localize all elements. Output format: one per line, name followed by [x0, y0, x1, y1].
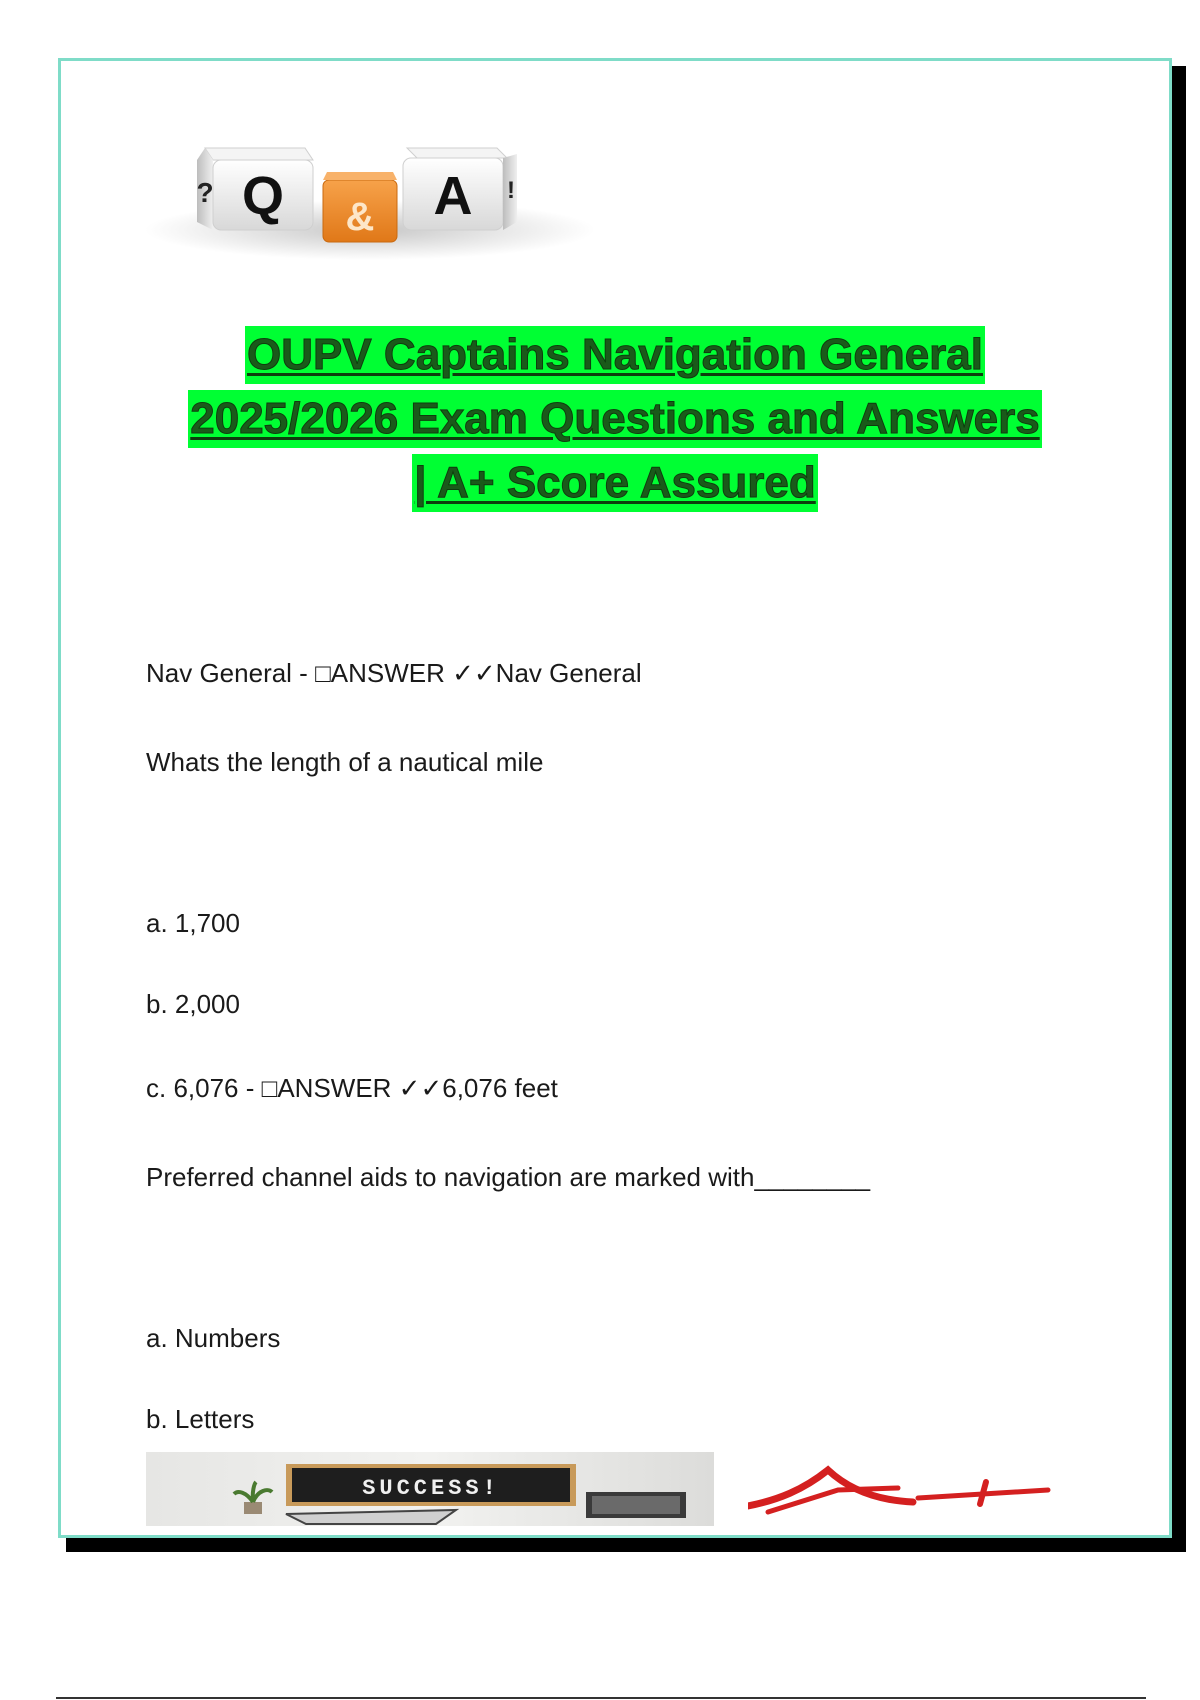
dice-a: [403, 148, 517, 230]
dice-q: [196, 148, 313, 230]
svg-text:?: ?: [196, 177, 214, 208]
question-1: Whats the length of a nautical mile: [146, 747, 544, 777]
title-line-3: | A+ Score Assured: [412, 454, 818, 512]
title-line-2: 2025/2026 Exam Questions and Answers: [188, 390, 1041, 448]
a-plus-grade-logo: [748, 1460, 1058, 1522]
dice-and-symbol: &: [345, 195, 375, 239]
svg-text:!: !: [507, 177, 515, 204]
dice-q-letter: Q: [241, 166, 285, 226]
qa-dice-logo: [145, 130, 600, 295]
success-sign: [286, 1464, 576, 1506]
success-sign-text: SUCCESS!: [362, 1476, 500, 1501]
dice-and: [323, 172, 397, 242]
success-banner-image: [146, 1452, 714, 1526]
q1-option-b: b. 2,000: [146, 989, 240, 1019]
q1-option-c: c. 6,076 - □ANSWER ✓✓6,076 feet: [146, 1073, 558, 1103]
question-2: Preferred channel aids to navigation are marked with________: [146, 1162, 871, 1192]
q2-option-b: b. Letters: [146, 1404, 255, 1434]
footer-divider: [56, 1697, 1146, 1699]
q2-option-a: a. Numbers: [146, 1323, 281, 1353]
section-heading: Nav General - □ANSWER ✓✓Nav General: [146, 658, 642, 688]
q1-option-a: a. 1,700: [146, 908, 240, 938]
grade-mark-text: A+: [748, 1460, 750, 1461]
document-title: [60, 325, 1170, 517]
dice-a-letter: A: [433, 166, 473, 226]
title-line-1: OUPV Captains Navigation General: [245, 326, 985, 384]
